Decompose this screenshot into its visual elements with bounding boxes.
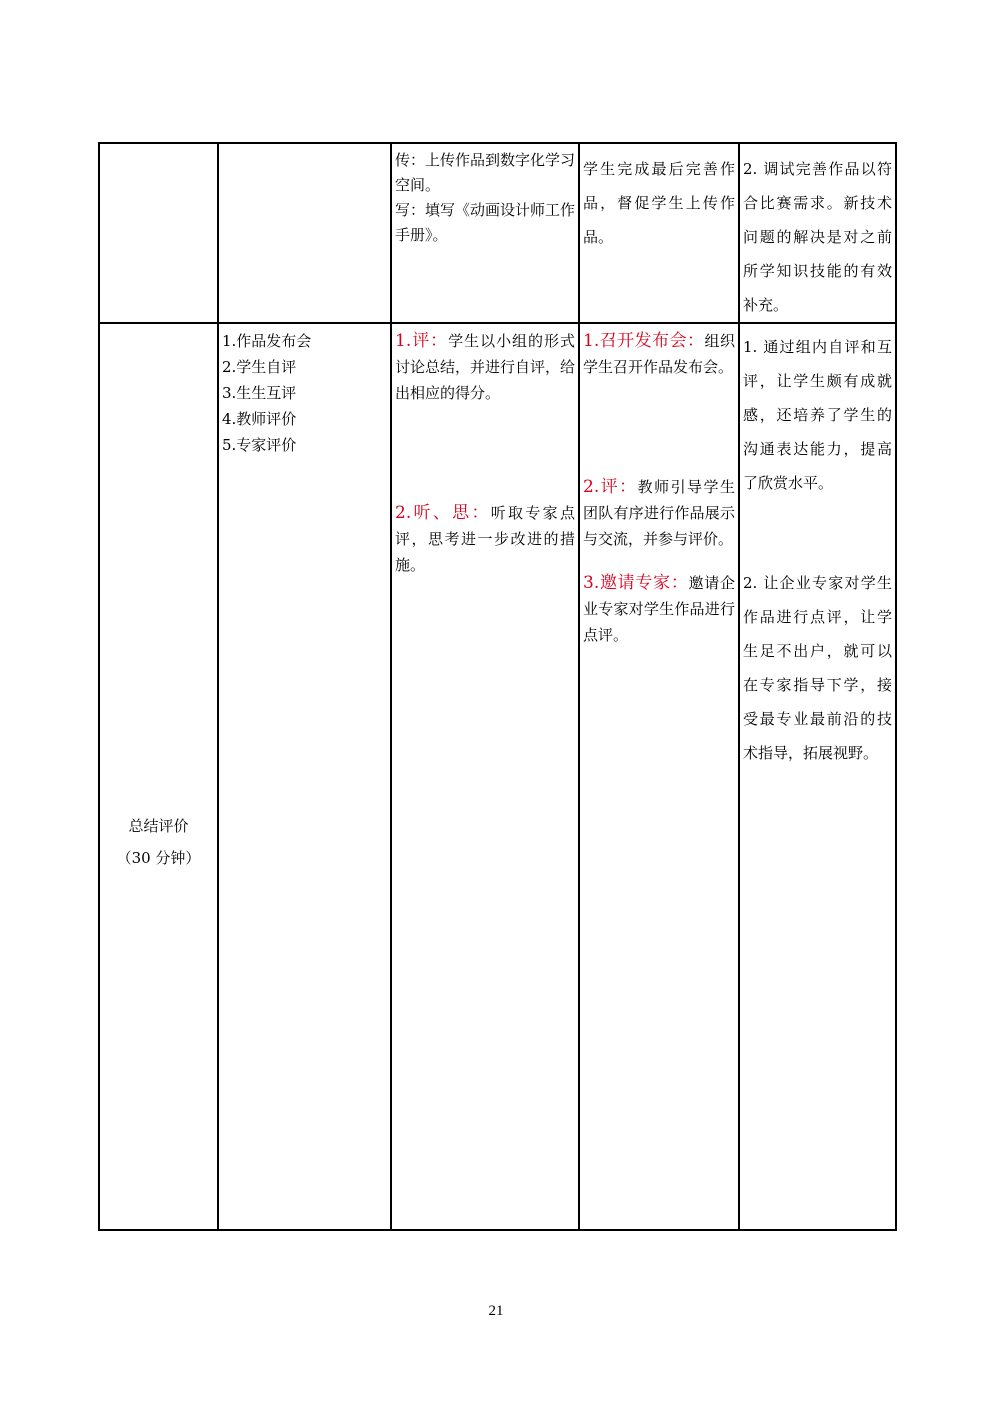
teacher-activity-item: [583, 570, 735, 648]
content-item: 5.专家评价: [222, 436, 297, 454]
teacher-activity-item: [583, 474, 735, 552]
activity-heading: 1.评：: [395, 331, 449, 351]
table-row: [99, 143, 896, 323]
activity-text: 教师引导学生团队有序进行作品展示与交流，并参与评价。: [583, 478, 735, 548]
student-activity-item: [395, 328, 575, 406]
activity-heading: 2.听、思：: [395, 503, 491, 523]
activity-text: 听取专家点评，思考进一步改进的措施。: [395, 504, 575, 574]
design-intent-text: 2. 调试完善作品以符合比赛需求。新技术问题的解决是对之前所学知识技能的有效补充。: [743, 160, 892, 314]
content-cell-empty: [218, 143, 391, 323]
design-intent-text: 2. 让企业专家对学生作品进行点评，让学生足不出户，就可以在专家指导下学，接受最专业最前沿的技术指导，拓展视野。: [743, 574, 892, 762]
design-intent-text: 1. 通过组内自评和互评，让学生颇有成就感，还培养了学生的沟通表达能力，提高了欣赏水平。: [743, 338, 892, 492]
stage-duration: （30 分钟）: [116, 848, 201, 867]
teacher-activity-text: 学生完成最后完善作品，督促学生上传作品。: [583, 160, 735, 246]
stage-name: 总结评价: [128, 816, 189, 835]
activity-text: 学生以小组的形式讨论总结，并进行自评，给出相应的得分。: [395, 332, 576, 402]
activity-heading: 3.邀请专家：: [583, 573, 689, 593]
content-item: 2.学生自评: [222, 358, 297, 376]
student-activity-cell: [391, 143, 579, 323]
design-intent-cell: [739, 143, 896, 323]
teacher-activity-cell: [579, 143, 739, 323]
student-activity-cell: [391, 323, 579, 1230]
activity-text: 邀请企业专家对学生作品进行点评。: [583, 574, 735, 644]
activity-heading: 2.评：: [583, 477, 638, 497]
activity-heading: 1.召开发布会：: [583, 331, 705, 351]
stage-cell: [99, 323, 218, 1230]
student-activity-line: 写：填写《动画设计师工作手册》。: [395, 201, 576, 244]
activity-text: 组织学生召开作品发布会。: [583, 332, 735, 376]
teacher-activity-item: [583, 328, 735, 380]
teacher-activity-cell: [579, 323, 739, 1230]
design-intent-cell: [739, 323, 896, 1230]
table-row: [99, 323, 896, 1230]
page-number: 21: [488, 1303, 504, 1319]
student-activity-line: 传：上传作品到数字化学习空间。: [395, 151, 576, 194]
stage-cell-empty: [99, 143, 218, 323]
content-item: 4.教师评价: [222, 410, 297, 428]
content-item: 1.作品发布会: [222, 332, 312, 350]
student-activity-item: [395, 500, 575, 578]
content-cell: [218, 323, 391, 1230]
lesson-plan-table: [98, 142, 897, 1231]
content-item: 3.生生互评: [222, 384, 297, 402]
